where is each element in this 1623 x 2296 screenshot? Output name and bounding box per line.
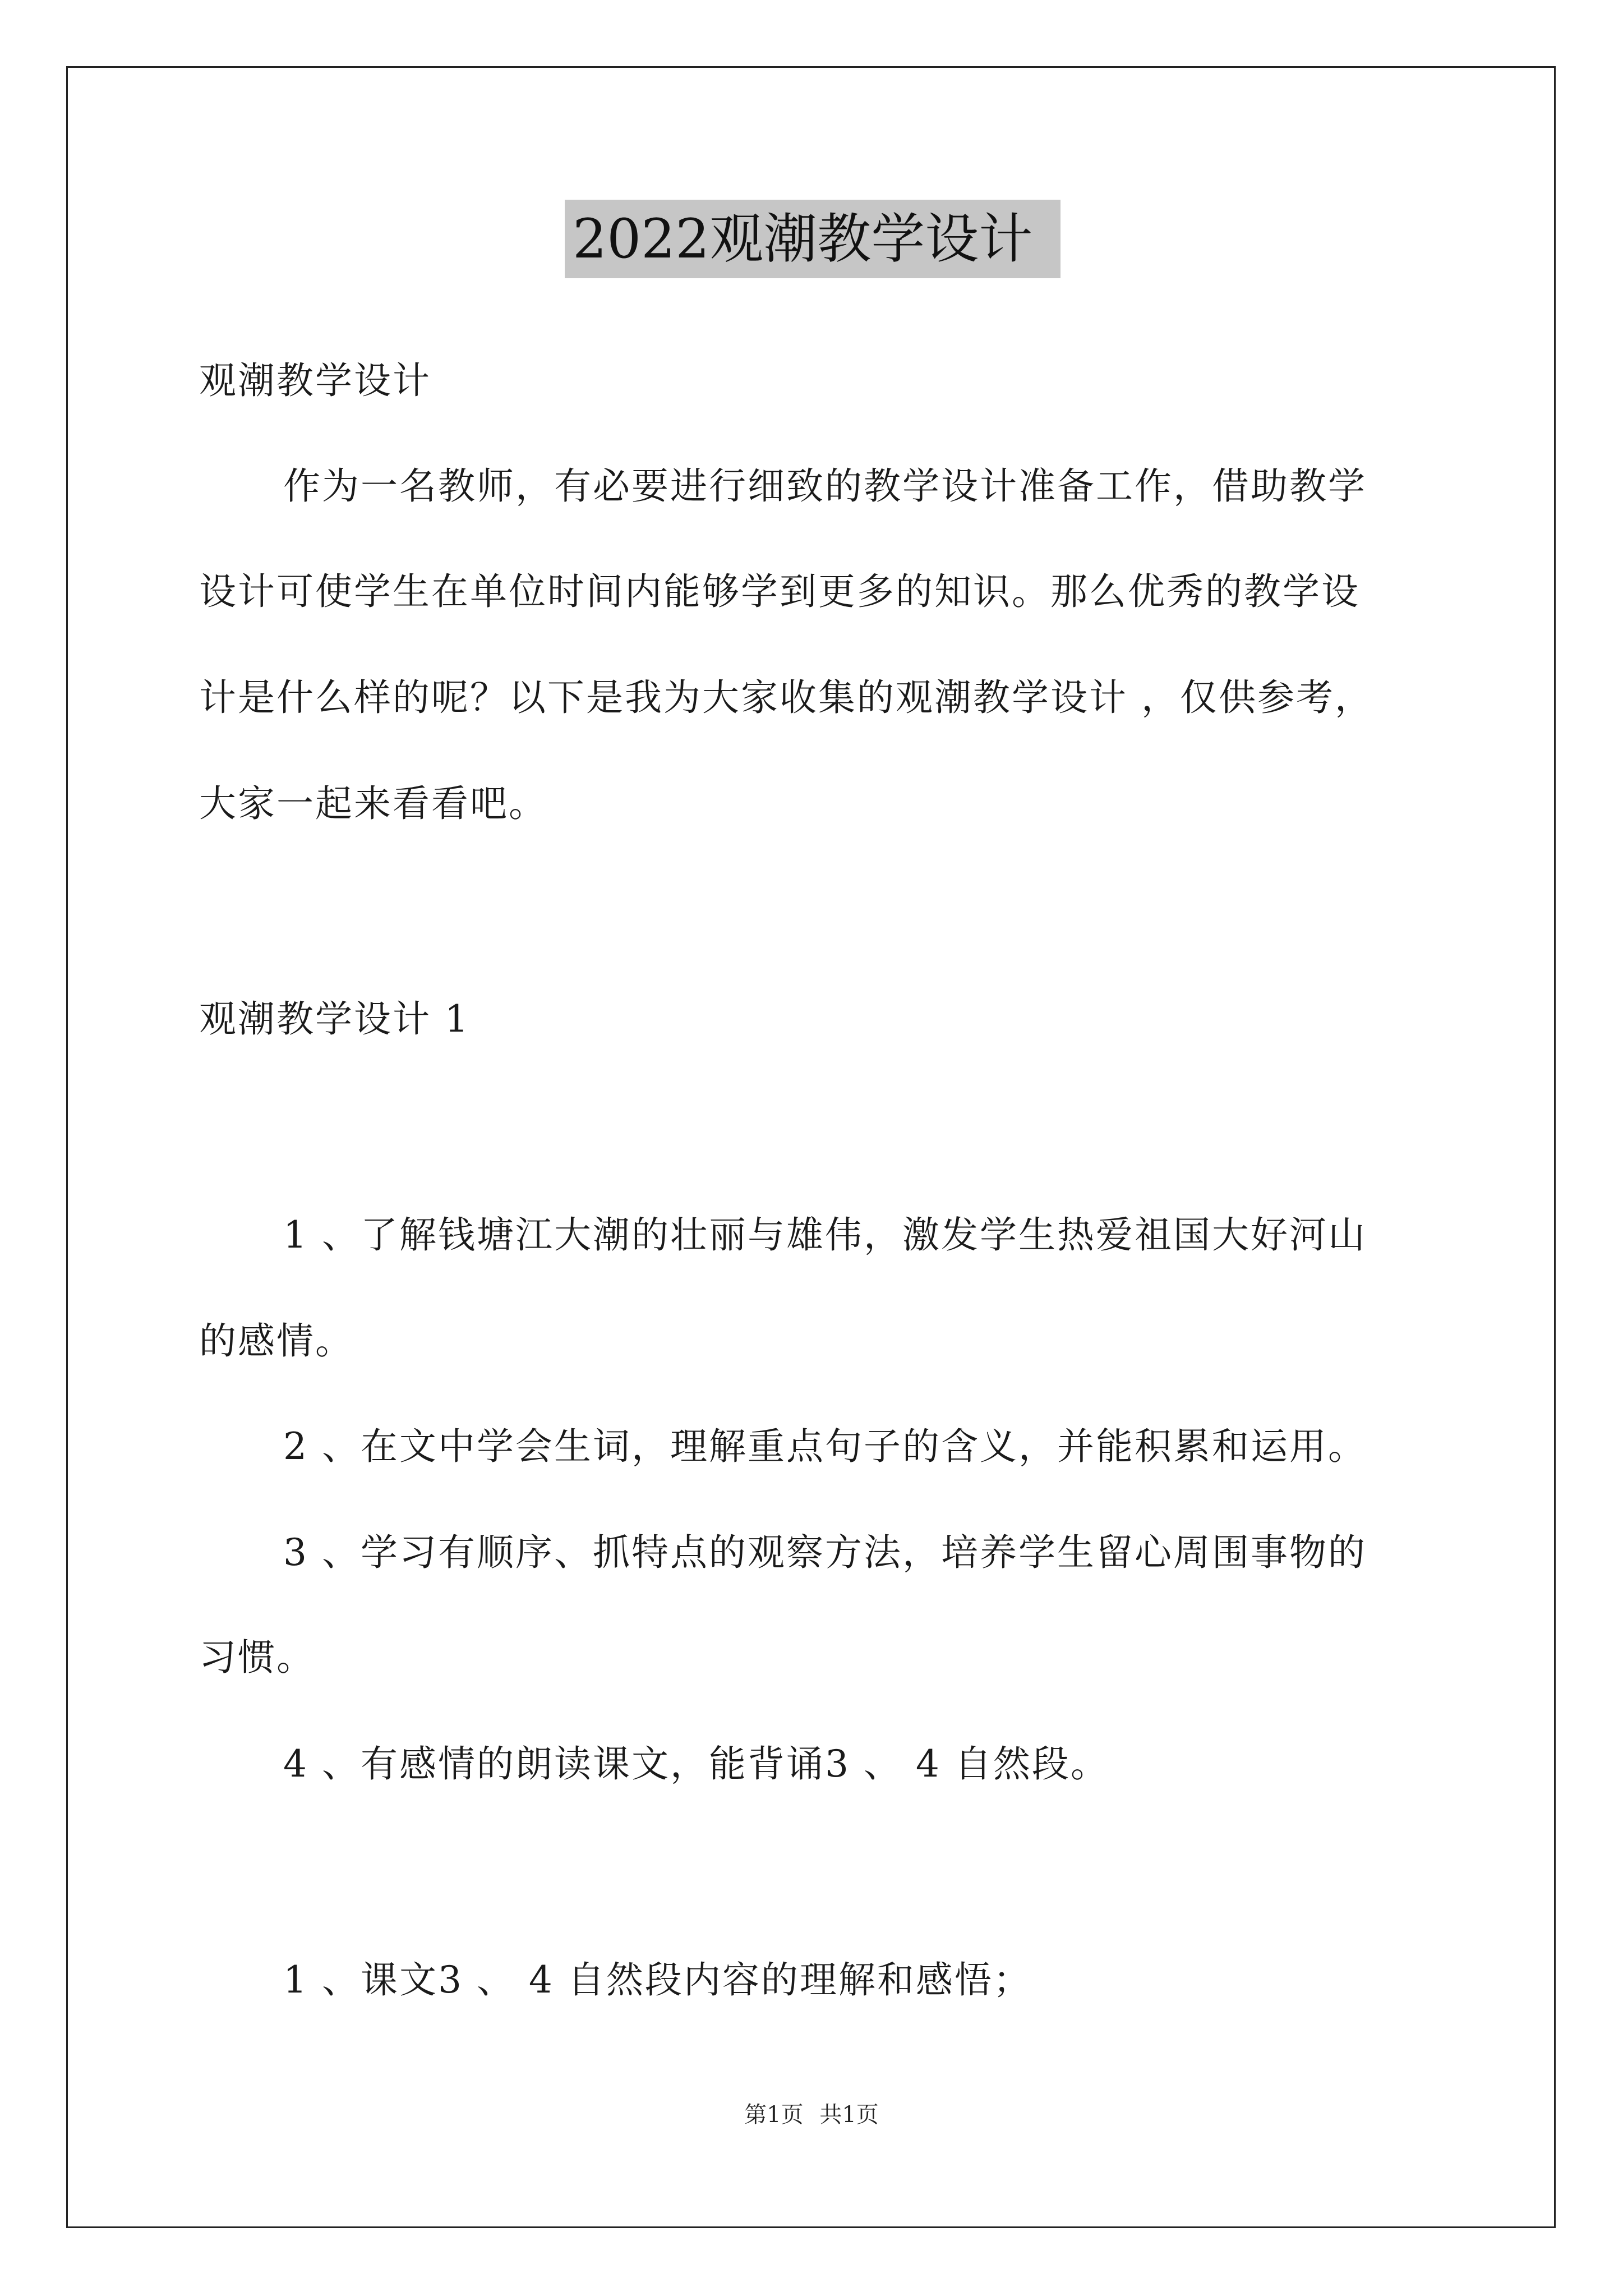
subtitle-line: 观潮教学设计 [199,359,431,402]
page-number: 第1页 [744,2102,804,2128]
intro-paragraph-line: 计是什么样的呢？以下是我为大家收集的观潮教学设计 ，仅供参考， [199,676,1373,719]
objective-line: 习惯。 [199,1636,315,1679]
objective-line: 的感情。 [199,1319,354,1363]
section-heading: 观潮教学设计 1 [199,997,470,1041]
intro-paragraph-line: 作为一名教师，有必要进行细致的教学设计准备工作，借助教学 [283,464,1367,508]
page-total: 共1页 [819,2102,879,2128]
intro-paragraph-line: 设计可使学生在单位时间内能够学到更多的知识。那么优秀的教学设 [199,570,1360,613]
document-title: 2022观潮教学设计 [565,200,1061,278]
intro-paragraph-line: 大家一起来看看吧。 [199,782,547,825]
objective-line: 3 、学习有顺序、抓特点的观察方法，培养学生留心周围事物的 [283,1531,1367,1574]
key-point-line: 1 、课文3 、 4 自然段内容的理解和感悟； [283,1958,1032,2001]
objective-line: 4 、有感情的朗读课文，能背诵3 、 4 自然段。 [283,1742,1109,1786]
page-footer [0,2098,1623,2132]
objective-line: 1 、了解钱塘江大潮的壮丽与雄伟，激发学生热爱祖国大好河山 [283,1213,1367,1257]
objective-line: 2 、在文中学会生词，理解重点句子的含义，并能积累和运用。 [283,1425,1367,1468]
